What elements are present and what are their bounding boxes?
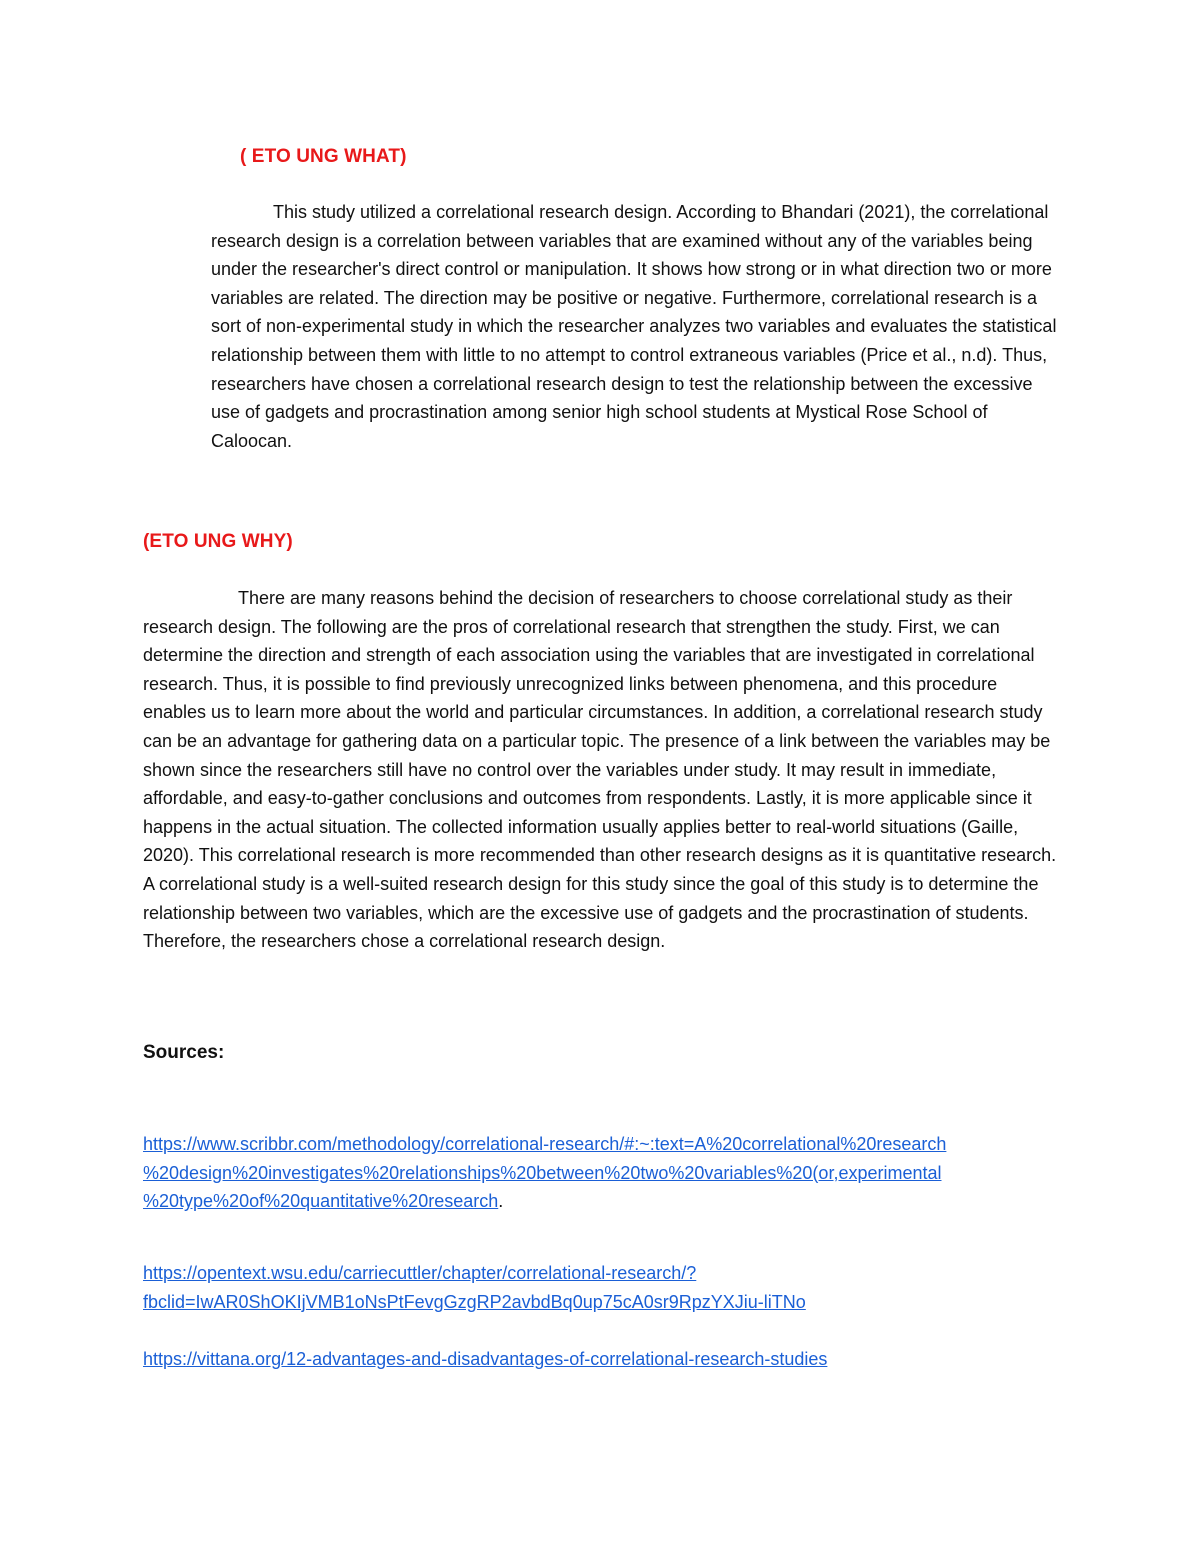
heading-what: ( ETO UNG WHAT) bbox=[240, 146, 407, 167]
paragraph-what: This study utilized a correlational research design. According to Bhandari (2021), the correlational research design is a correlation between variables that are examined without any of the variables being under the researcher's direct control or manipulation. It shows how strong or in what direction two or more variables are related. The direction may be positive or negative. Furthermore, correlational research is a sort of non-experimental study in which the researcher analyzes two variables and evaluates the statistical relationship between them with little to no attempt to control extraneous variables (Price et al., n.d). Thus, researchers have chosen a correlational research design to test the relationship between the excessive use of gadgets and procrastination among senior high school students at Mystical Rose School of Caloocan. bbox=[211, 202, 1057, 451]
source-link-scribbr-line2[interactable]: %20design%20investigates%20relationships%20between%20two%20variables%20(or,experimental bbox=[143, 1162, 942, 1183]
source-link-opentext-line2[interactable]: fbclid=IwAR0ShOKIjVMB1oNsPtFevgGzgRP2avbdBq0up75cA0sr9RpzYXJiu-liTNo bbox=[143, 1291, 806, 1312]
sources-heading: Sources: bbox=[143, 1042, 225, 1063]
link-trailing-period: . bbox=[498, 1191, 504, 1212]
paragraph-why: There are many reasons behind the decision of researchers to choose correlational study as their research design. The following are the pros of correlational research that strengthen the study. First, we can determine the direction and strength of each association using the variables that are investigated in correlational research. Thus, it is possible to find previously unrecognized links between phenomena, and this procedure enables us to learn more about the world and particular circumstances. In addition, a correlational research study can be an advantage for gathering data on a particular topic. The presence of a link between the variables may be shown since the researchers still have no control over the variables under study. It may result in immediate, affordable, and easy-to-gather conclusions and outcomes from respondents. Lastly, it is more applicable since it happens in the actual situation. The collected information usually applies better to real-world situations (Gaille, 2020). This correlational research is more recommended than other research designs as it is quantitative research. A correlational study is a well-suited research design for this study since the goal of this study is to determine the relationship between two variables, which are the excessive use of gadgets and the procrastination of students. Therefore, the researchers chose a correlational research design. bbox=[143, 588, 1057, 952]
source-link-scribbr-line1[interactable]: https://www.scribbr.com/methodology/correlational-research/#:~:text=A%20correlational%20research bbox=[143, 1134, 947, 1154]
source-link-opentext-block bbox=[143, 1259, 806, 1316]
source-link-scribbr-block bbox=[143, 1130, 946, 1216]
source-link-scribbr-line3[interactable]: %20type%20of%20quantitative%20research bbox=[143, 1191, 499, 1212]
source-link-vittana-block bbox=[143, 1345, 827, 1374]
source-link-vittana[interactable]: https://vittana.org/12-advantages-and-disadvantages-of-correlational-research-studies bbox=[143, 1349, 828, 1369]
heading-why: (ETO UNG WHY) bbox=[143, 531, 293, 552]
source-link-opentext-line1[interactable]: https://opentext.wsu.edu/carriecuttler/chapter/correlational-research/? bbox=[143, 1263, 697, 1283]
